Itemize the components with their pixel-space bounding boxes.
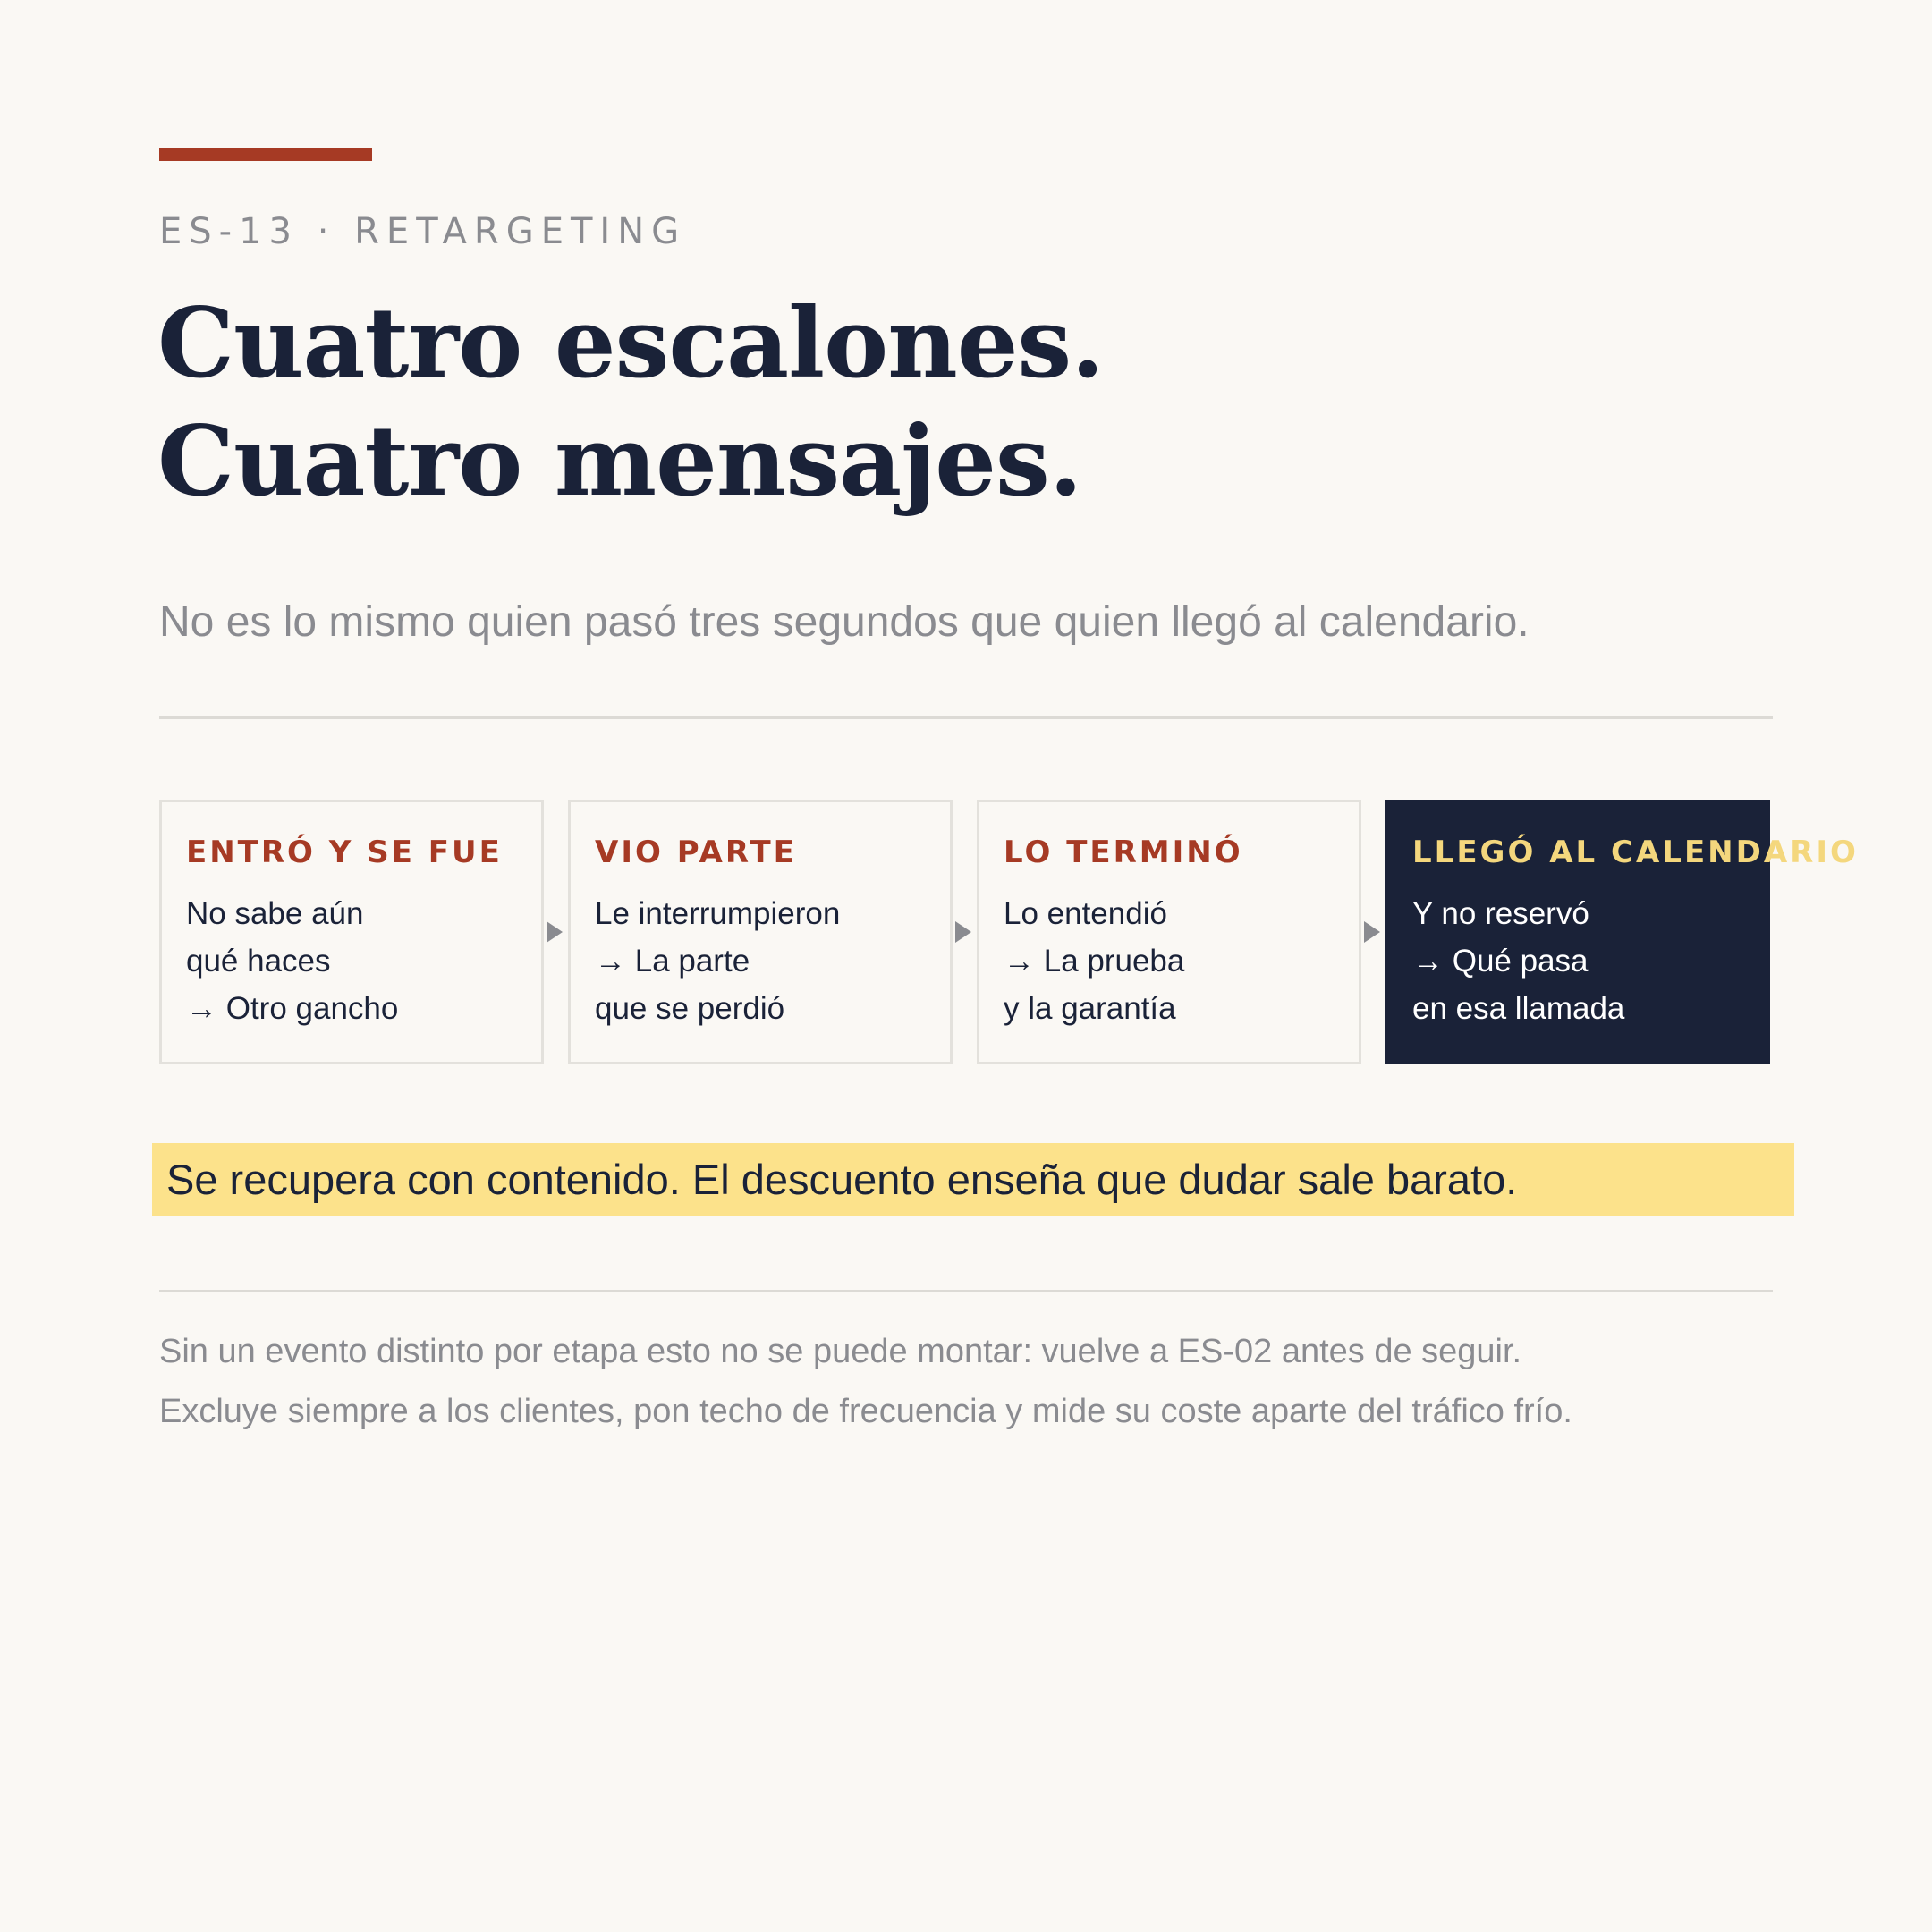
stage-line: → Otro gancho [186, 991, 399, 1026]
footnote: Excluye siempre a los clientes, pon techo de frecuencia y mide su coste aparte del tráfico frío. [159, 1393, 1572, 1430]
stage-line: Le interrumpieron [595, 896, 841, 931]
subtitle: No es lo mismo quien pasó tres segundos que quien llegó al calendario. [159, 598, 1530, 646]
divider-top [159, 716, 1773, 719]
headline [157, 284, 1104, 521]
stage-card-entro [159, 800, 544, 1064]
stage-title: VIO PARTE [595, 835, 797, 870]
stage-line: que se perdió [595, 991, 785, 1026]
stage-title: ENTRÓ Y SE FUE [186, 835, 503, 870]
arrow-right-icon [547, 921, 563, 943]
stage-line: y la garantía [1004, 991, 1176, 1026]
stage-line: No sabe aún [186, 896, 364, 931]
stage-line: Y no reservó [1412, 896, 1589, 931]
accent-bar [159, 148, 372, 161]
arrow-right-icon [1364, 921, 1380, 943]
divider-bottom [159, 1290, 1773, 1292]
stage-line: Lo entendió [1004, 896, 1167, 931]
eyebrow-label: ES-13 · RETARGETING [159, 211, 687, 252]
stage-card-calendario [1385, 800, 1859, 1064]
stage-card-lo-termino [977, 800, 1361, 1064]
stage-line: en esa llamada [1412, 991, 1625, 1026]
footnotes [159, 1322, 1572, 1442]
stage-flow [159, 800, 1859, 1064]
stage-title: LLEGÓ AL CALENDARIO [1412, 835, 1859, 870]
stage-line: → La parte [595, 944, 750, 979]
key-takeaway: Se recupera con contenido. El descuento enseña que dudar sale barato. [152, 1143, 1794, 1216]
stage-title: LO TERMINÓ [1004, 835, 1243, 870]
stage-line: → Qué pasa [1412, 944, 1589, 979]
footnote: Sin un evento distinto por etapa esto no se puede montar: vuelve a ES-02 antes de seguir. [159, 1333, 1522, 1370]
headline-line-1: Cuatro escalones. [157, 287, 1104, 400]
stage-line: qué haces [186, 944, 331, 979]
headline-line-2: Cuatro mensajes. [157, 405, 1082, 518]
stage-line: → La prueba [1004, 944, 1185, 979]
stage-card-vio-parte [568, 800, 953, 1064]
arrow-right-icon [955, 921, 971, 943]
